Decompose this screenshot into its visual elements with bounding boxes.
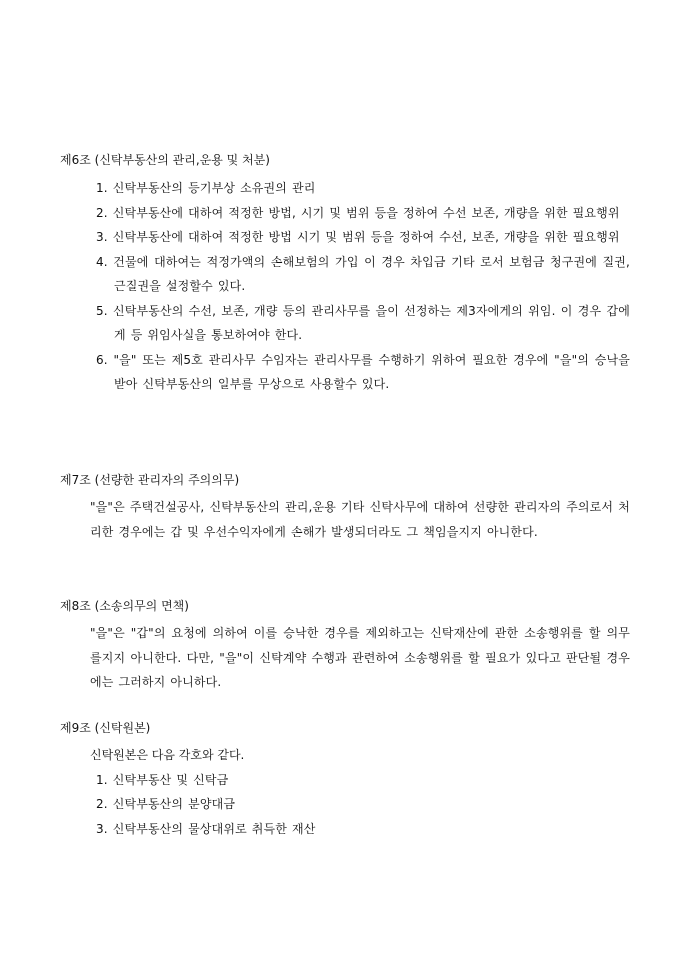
article-7-body: "을"은 주택건설공사, 신탁부동산의 관리,운용 기타 신탁사무에 대하여 선량한 관리자의 주의로서 처리한 경우에는 갑 및 우선수익자에게 손해가 발생되더라도 그 책임을지지 아니한다.: [90, 500, 630, 539]
article-8-title: 제8조 (소송의무의 면책): [60, 599, 189, 613]
article-9-title: 제9조 (신탁원본): [60, 721, 151, 735]
article-7-title: 제7조 (선량한 관리자의 주의의무): [60, 473, 240, 487]
article-9-item-1: 1. 신탁부동산 및 신탁금: [96, 772, 229, 787]
article-6-item-6: 6. "을" 또는 제5호 관리사무 수임자는 관리사무를 수행하기 위하여 필요한 경우에 "을"의 승낙을 받아 신탁부동산의 일부를 무상으로 사용할수 있다.: [96, 352, 630, 391]
article-9-intro: 신탁원본은 다음 각호와 같다.: [90, 748, 245, 762]
article-6-item-5: 5. 신탁부동산의 수선, 보존, 개량 등의 관리사무를 을이 선정하는 제3자에게의 위임. 이 경우 갑에게 등 위임사실을 통보하여야 한다.: [96, 303, 630, 342]
article-9-item-3: 3. 신탁부동산의 물상대위로 취득한 재산: [96, 821, 316, 836]
article-6-title: 제6조 (신탁부동산의 관리,운용 및 처분): [60, 153, 270, 167]
article-8-body: "을"은 "갑"의 요청에 의하여 이를 승낙한 경우를 제외하고는 신탁재산에 관한 소송행위를 할 의무를지지 아니한다. 다만, "을"이 신탁계약 수행과 관련하여 소송행위를 할 필요가 있다고 판단될 경우에는 그러하지 아니하다.: [90, 626, 630, 689]
article-7: [60, 470, 630, 544]
article-9: [60, 718, 630, 841]
article-6-item-2: 2. 신탁부동산에 대하여 적정한 방법, 시기 및 범위 등을 정하여 수선 보존, 개량을 위한 필요행위: [96, 205, 620, 220]
article-6-item-1: 1. 신탁부동산의 등기부상 소유권의 관리: [96, 181, 316, 195]
article-6: [60, 150, 630, 397]
article-6-item-3: 3. 신탁부동산에 대하여 적정한 방법 시기 및 범위 등을 정하여 수선, 보존, 개량을 위한 필요행위: [96, 230, 620, 244]
article-9-item-2: 2. 신탁부동산의 분양대금: [96, 797, 236, 811]
article-6-item-4: 4. 건물에 대하여는 적정가액의 손해보험의 가입 이 경우 차입금 기타 로서 보험금 청구권에 질권, 근질권을 설정할수 있다.: [96, 254, 630, 293]
article-8: [60, 596, 630, 695]
